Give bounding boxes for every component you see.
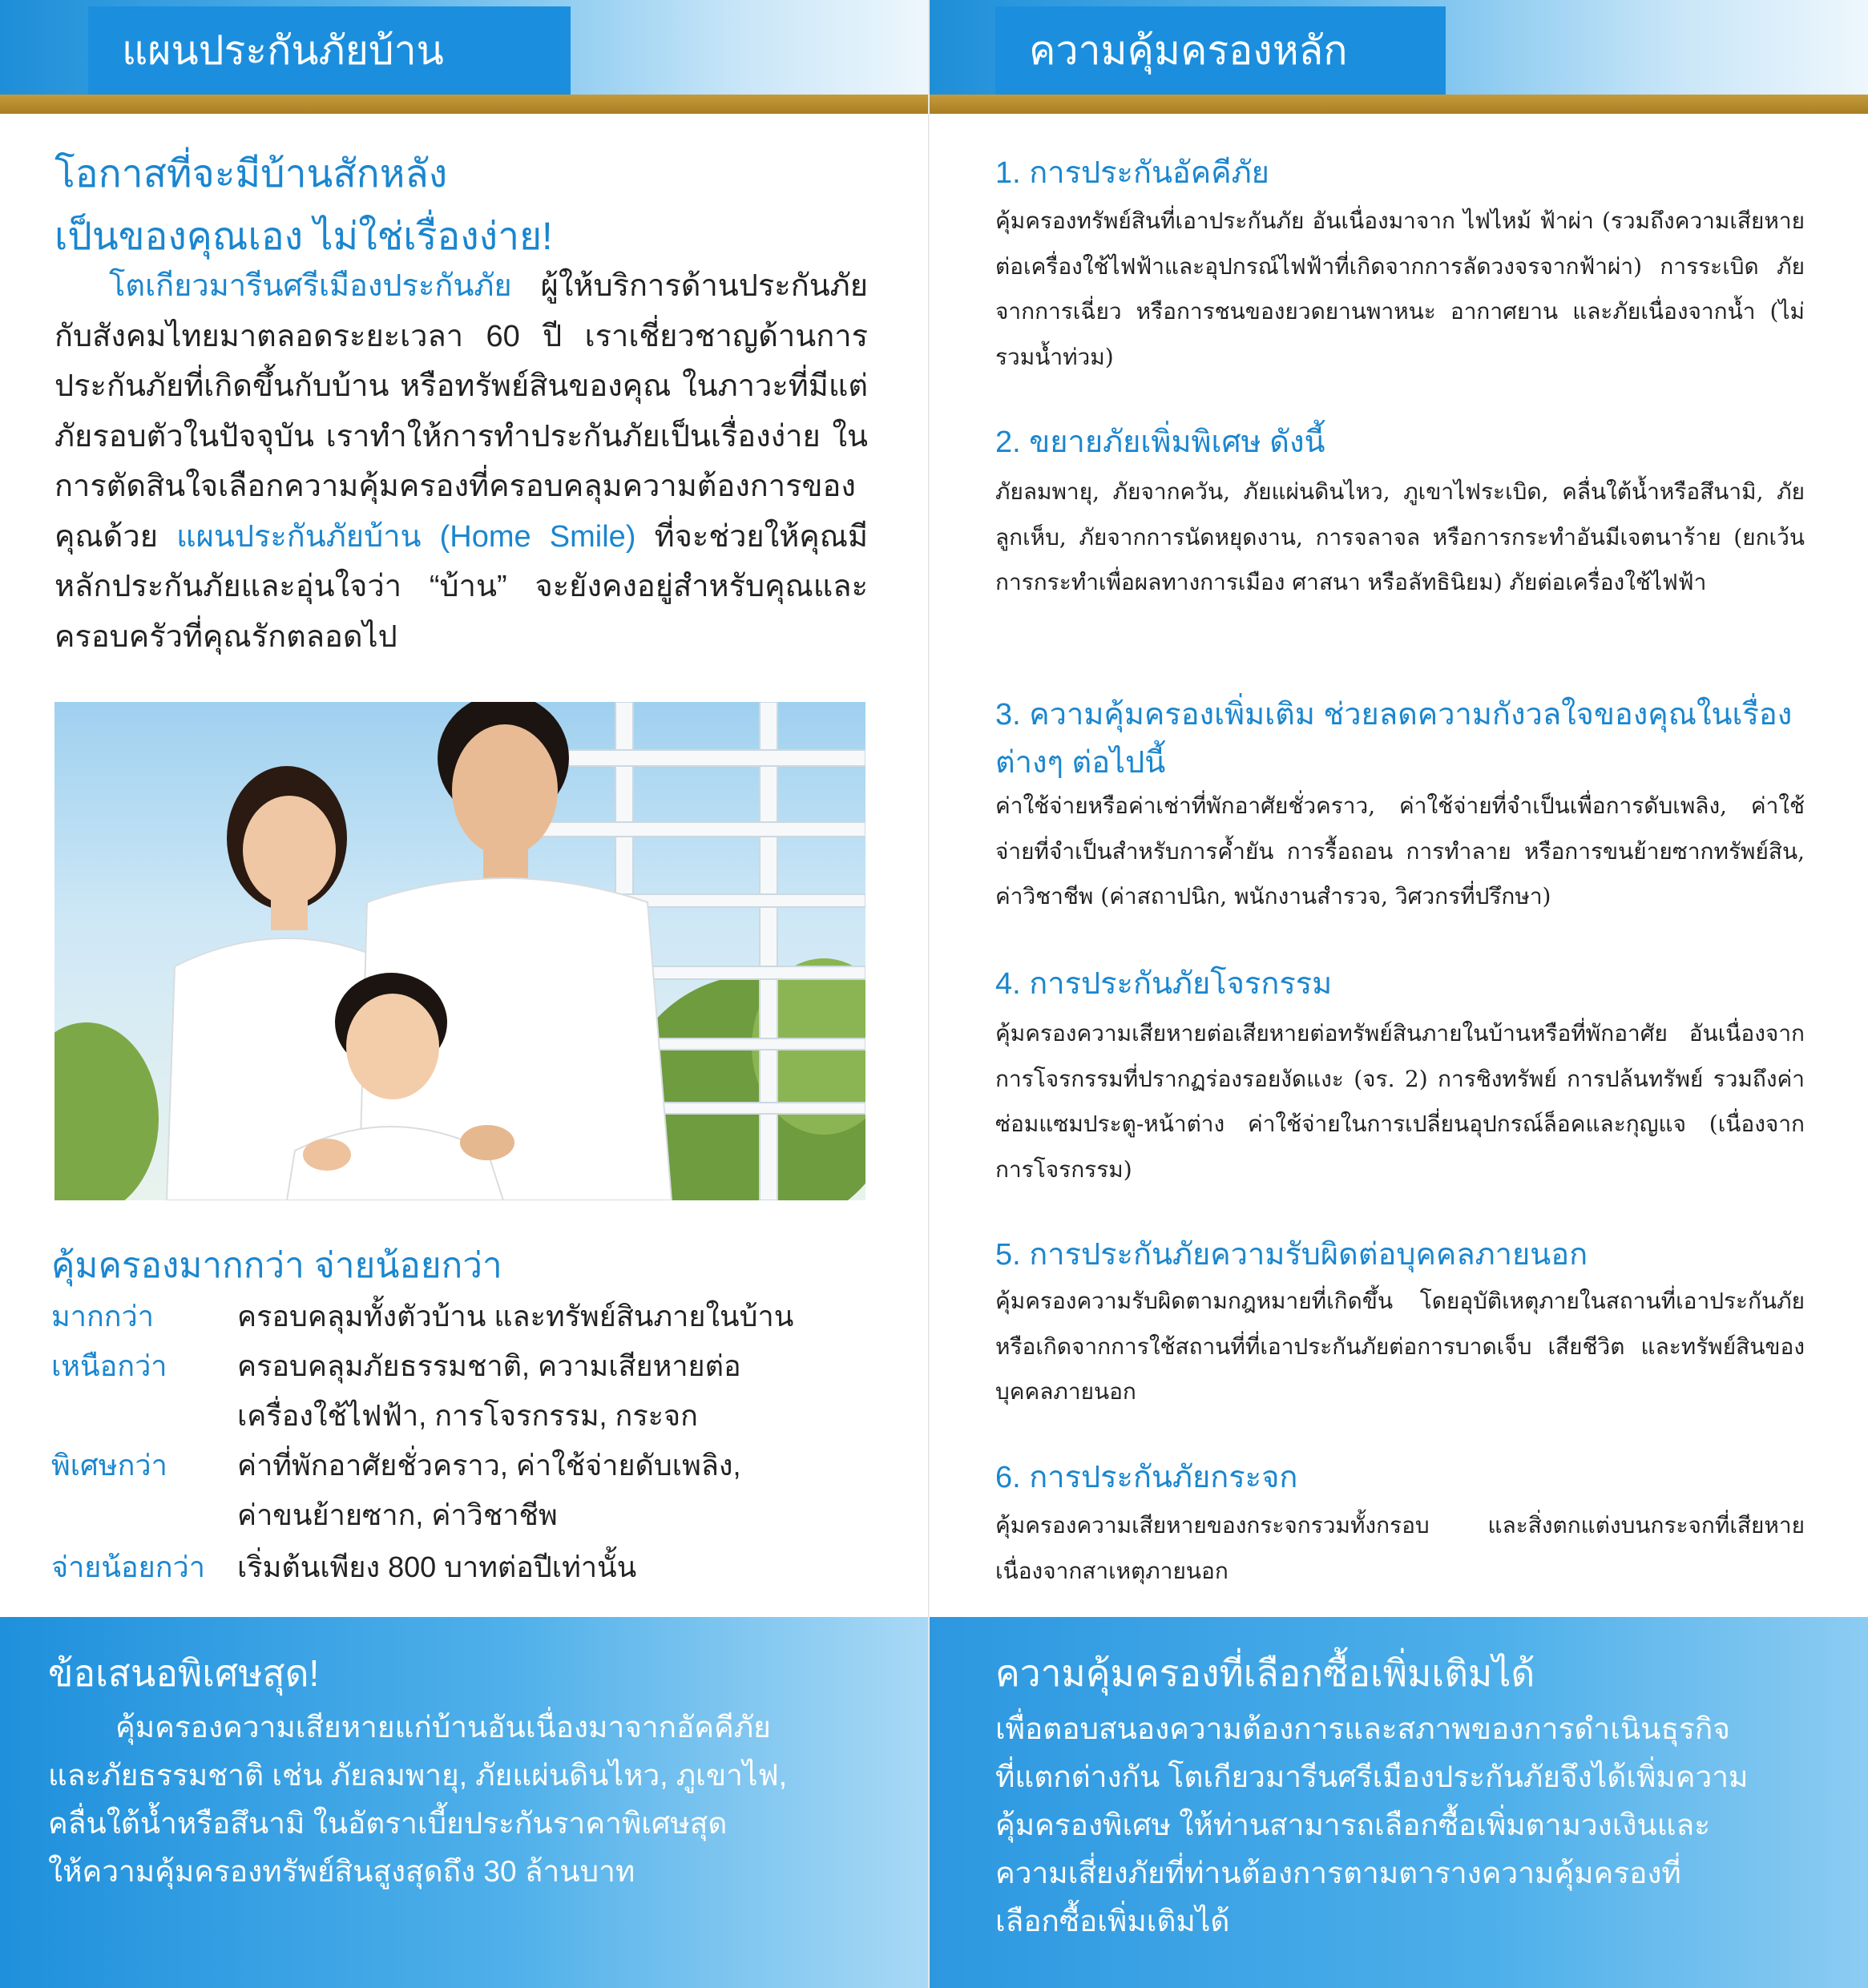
coverage-value: ค่าขนย้ายซาก, ค่าวิชาชีพ [237, 1498, 558, 1531]
coverage-key: พิเศษกว่า [51, 1449, 167, 1482]
section-title: 3. ความคุ้มครองเพิ่มเติม ช่วยลดความกังวลใจของคุณในเรื่องต่างๆ ต่อไปนี้ [995, 698, 1793, 780]
section-title: 2. ขยายภัยเพิ่มพิเศษ ดังนี้ [995, 425, 1325, 459]
section-body: คุ้มครองทรัพย์สินที่เอาประกันภัย อันเนื่องมาจาก ไฟไหม้ ฟ้าผ่า (รวมถึงความเสียหายต่อเครื่องใช้ไฟฟ้าและอุปกรณ์ไฟฟ้าที่เกิดจากการลัดวงจรจากฟ้าผ่า) การระเบิด ภัยจากการเฉี่ยว หรือการชนของยวดยานพาหนะ อากาศยาน และภัยเนื่องจากน้ำ (ไม่รวมน้ำท่วม) [995, 208, 1805, 370]
gold-stripe [0, 95, 930, 114]
section-body: คุ้มครองความเสียหายของกระจกรวมทั้งกรอบ และสิ่งตกแต่งบนกระจกที่เสียหายเนื่องจากสาเหตุภายนอก [995, 1512, 1805, 1584]
offer-line: ให้ความคุ้มครองทรัพย์สินสูงสุดถึง 30 ล้านบาท [48, 1855, 635, 1888]
section-title: 6. การประกันภัยกระจก [995, 1461, 1298, 1494]
offer-line [48, 1704, 882, 1752]
left-header-title: แผนประกันภัยบ้าน [88, 6, 571, 95]
intro-text-1: ผู้ให้บริการด้านประกันภัยกับสังคมไทยมาตลอดระยะเวลา 60 ปี เราเชี่ยวชาญด้านการประกันภัยที่เกิดขึ้นกับบ้าน หรือทรัพย์สินของคุณ ในภาวะที่มีแต่ภัยรอบตัวในปัจจุบัน เราทำให้การทำประกันภัยเป็นเรื่องง่าย ในการตัดสินใจเลือกความคุ้มครองที่ครอบคลุมความต้องการของคุณด้วย [54, 269, 868, 554]
coverage-value: ครอบคลุมภัยธรรมชาติ, ความเสียหายต่อ [237, 1349, 741, 1382]
optional-line: เลือกซื้อเพิ่มเติมได้ [995, 1905, 1230, 1938]
section-title: 5. การประกันภัยความรับผิดต่อบุคคลภายนอก [995, 1238, 1588, 1272]
gold-stripe [930, 95, 1868, 114]
coverage-title: คุ้มครองมากกว่า จ่ายน้อยกว่า [51, 1246, 502, 1285]
section-body: ค่าใช้จ่ายหรือค่าเช่าที่พักอาศัยชั่วคราว, ค่าใช้จ่ายที่จำเป็นเพื่อการดับเพลิง, ค่าใช้จ่ายที่จำเป็นสำหรับการค้ำยัน การรื้อถอน การทำลาย หรือการขนย้ายซากทรัพย์สิน, ค่าวิชาชีพ (ค่าสถาปนิก, พนักงานสำรวจ, วิศวกรที่ปรึกษา) [995, 792, 1805, 909]
left-panel [0, 0, 930, 1988]
intro-paragraph [54, 261, 868, 662]
section-title: 4. การประกันภัยโจรกรรม [995, 967, 1333, 1001]
section-title: 1. การประกันอัคคีภัย [995, 156, 1269, 190]
offer-title: ข้อเสนอพิเศษสุด! [48, 1652, 320, 1694]
coverage-key: มากกว่า [51, 1300, 154, 1333]
section-body: คุ้มครองความรับผิดตามกฎหมายที่เกิดขึ้น โดยอุบัติเหตุภายในสถานที่เอาประกันภัย หรือเกิดจากการใช้สถานที่ที่เอาประกันภัยต่อการบาดเจ็บ เสียชีวิต และทรัพย์สินของบุคคลภายนอก [995, 1288, 1805, 1405]
coverage-value: เริ่มต้นเพียง 800 บาทต่อปีเท่านั้น [237, 1550, 637, 1583]
coverage-key: จ่ายน้อยกว่า [51, 1550, 205, 1583]
offer-line-text: คุ้มครองความเสียหายแก่บ้านอันเนื่องมาจากอัคคีภัย [115, 1711, 771, 1744]
optional-title: ความคุ้มครองที่เลือกซื้อเพิ่มเติมได้ [995, 1652, 1535, 1694]
intro-plan-name: แผนประกันภัยบ้าน (Home Smile) [176, 519, 636, 554]
optional-line: คุ้มครองพิเศษ ให้ท่านสามารถเลือกซื้อเพิ่มตามวงเงินและ [995, 1809, 1711, 1841]
coverage-value: ครอบคลุมทั้งตัวบ้าน และทรัพย์สินภายในบ้าน [237, 1300, 794, 1333]
right-panel [930, 0, 1868, 1988]
coverage-value: เครื่องใช้ไฟฟ้า, การโจรกรรม, กระจก [237, 1399, 698, 1432]
family-illustration [54, 702, 865, 1200]
optional-line: เพื่อตอบสนองความต้องการและสภาพของการดำเนินธุรกิจ [995, 1712, 1730, 1745]
headline-line-1: โอกาสที่จะมีบ้านสักหลัง [54, 153, 448, 196]
intro-brand: โตเกียวมารีนศรีเมืองประกันภัย [109, 269, 512, 303]
headline-line-2: เป็นของคุณเอง ไม่ใช่เรื่องง่าย! [54, 216, 553, 258]
coverage-value: ค่าที่พักอาศัยชั่วคราว, ค่าใช้จ่ายดับเพลิง, [237, 1449, 741, 1482]
coverage-key: เหนือกว่า [51, 1349, 167, 1382]
section-body: ภัยลมพายุ, ภัยจากควัน, ภัยแผ่นดินไหว, ภูเขาไฟระเบิด, คลื่นใต้น้ำหรือสึนามิ, ภัยลูกเห็บ, ภัยจากการนัดหยุดงาน, การจลาจล หรือการกระทำอันมีเจตนาร้าย (ยกเว้นการกระทำเพื่อผลทางการเมือง ศาสนา หรือลัทธินิยม) ภัยต่อเครื่องใช้ไฟฟ้า [995, 478, 1805, 595]
right-header-title: ความคุ้มครองหลัก [995, 6, 1446, 95]
optional-text [995, 1705, 1813, 1946]
optional-line: ที่แตกต่างกัน โตเกียวมารีนศรีเมืองประกันภัยจึงได้เพิ่มความ [995, 1760, 1749, 1793]
offer-line: และภัยธรรมชาติ เช่น ภัยลมพายุ, ภัยแผ่นดินไหว, ภูเขาไฟ, [48, 1759, 787, 1792]
optional-line: ความเสี่ยงภัยที่ท่านต้องการตามตารางความคุ้มครองที่ [995, 1857, 1681, 1889]
family-photo [54, 702, 865, 1200]
offer-line: คลื่นใต้น้ำหรือสึนามิ ในอัตราเบี้ยประกันราคาพิเศษสุด [48, 1807, 728, 1840]
section-body: คุ้มครองความเสียหายต่อเสียหายต่อทรัพย์สินภายในบ้านหรือที่พักอาศัย อันเนื่องจากการโจรกรรมที่ปรากฏร่องรอยงัดแงะ (จร. 2) การชิงทรัพย์ การปล้นทรัพย์ รวมถึงค่าซ่อมแซมประตู-หน้าต่าง ค่าใช้จ่ายในการเปลี่ยนอุปกรณ์ล็อคและกุญแจ (เนื่องจากการโจรกรรม) [995, 1020, 1805, 1183]
intro-text-2: ที่จะช่วยให้คุณมีหลักประกันภัยและอุ่นใจว่า “บ้าน” จะยังคงอยู่สำหรับคุณและครอบครัวที่คุณรักตลอดไป [54, 519, 869, 654]
